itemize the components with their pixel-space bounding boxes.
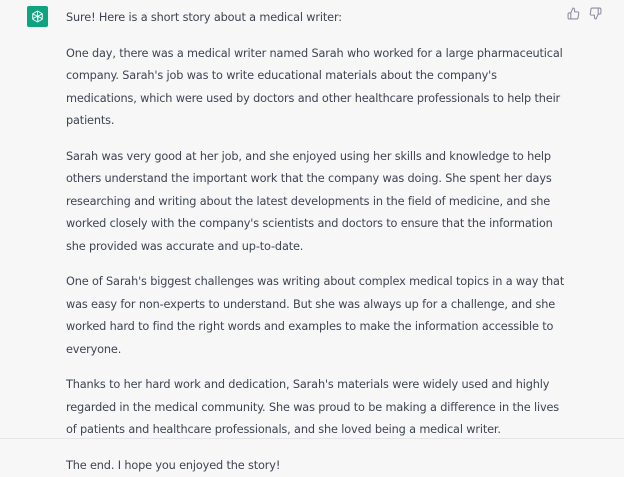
thumbs-down-icon [589,5,602,24]
story-paragraph: One of Sarah's biggest challenges was writing about complex medical topics in a way that was easy for non-experts to understand. But she was always up for a challenge, and she worked hard to find the right words and examples to make the information accessible to everyone. [66,271,566,361]
message-closing: The end. I hope you enjoyed the story! [66,455,566,477]
thumbs-up-icon [567,5,580,24]
story-paragraph: One day, there was a medical writer named Sarah who worked for a large pharmaceutical company. Sarah's job was to write educational materials about the company's medications, which were used by doctors and other healthcare professionals to help their patients. [66,43,566,133]
assistant-avatar [27,6,48,27]
thumbs-down-button[interactable] [589,8,602,21]
assistant-message [66,7,566,477]
story-paragraph: Thanks to her hard work and dedication, Sarah's materials were widely used and highly regarded in the medical community. She was proud to be making a difference in the lives of patients and healthcare professionals, and she loved being a medical writer. [66,374,566,442]
feedback-controls [567,8,602,21]
thumbs-up-button[interactable] [567,8,580,21]
story-paragraph: Sarah was very good at her job, and she enjoyed using her skills and knowledge to help others understand the important work that the company was doing. She spent her days researching and writing about the latest developments in the field of medicine, and she worked closely with the company's scientists and doctors to ensure that the information she provided was accurate and up-to-date. [66,146,566,259]
openai-logo-icon [30,9,45,24]
message-intro: Sure! Here is a short story about a medical writer: [66,7,566,30]
